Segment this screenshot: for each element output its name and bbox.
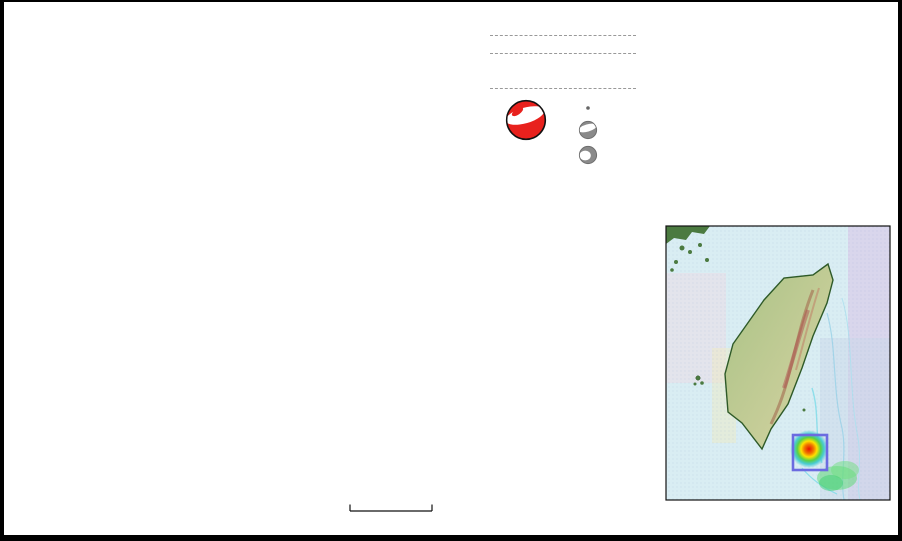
taiwan-station-map: [652, 218, 902, 520]
time-scalebar: [348, 503, 434, 517]
iso-symbol: [578, 101, 598, 115]
clvd-beachball-symbol: [578, 144, 598, 166]
best-fit-solution-panel: [482, 8, 642, 216]
dc-beachball-symbol: [578, 119, 598, 141]
best-fit-title: [482, 8, 642, 14]
focal-mechanism-beachball: [504, 98, 548, 142]
waveform-column-4: [482, 8, 642, 216]
map-background: [666, 226, 890, 500]
misfit-reduction-chart: [660, 64, 902, 222]
nodal-plane-table: [490, 35, 636, 89]
scalebar-graphic: [348, 503, 434, 513]
misfit-y-axis-label: [642, 67, 656, 207]
decomposition-legend: [578, 98, 603, 167]
